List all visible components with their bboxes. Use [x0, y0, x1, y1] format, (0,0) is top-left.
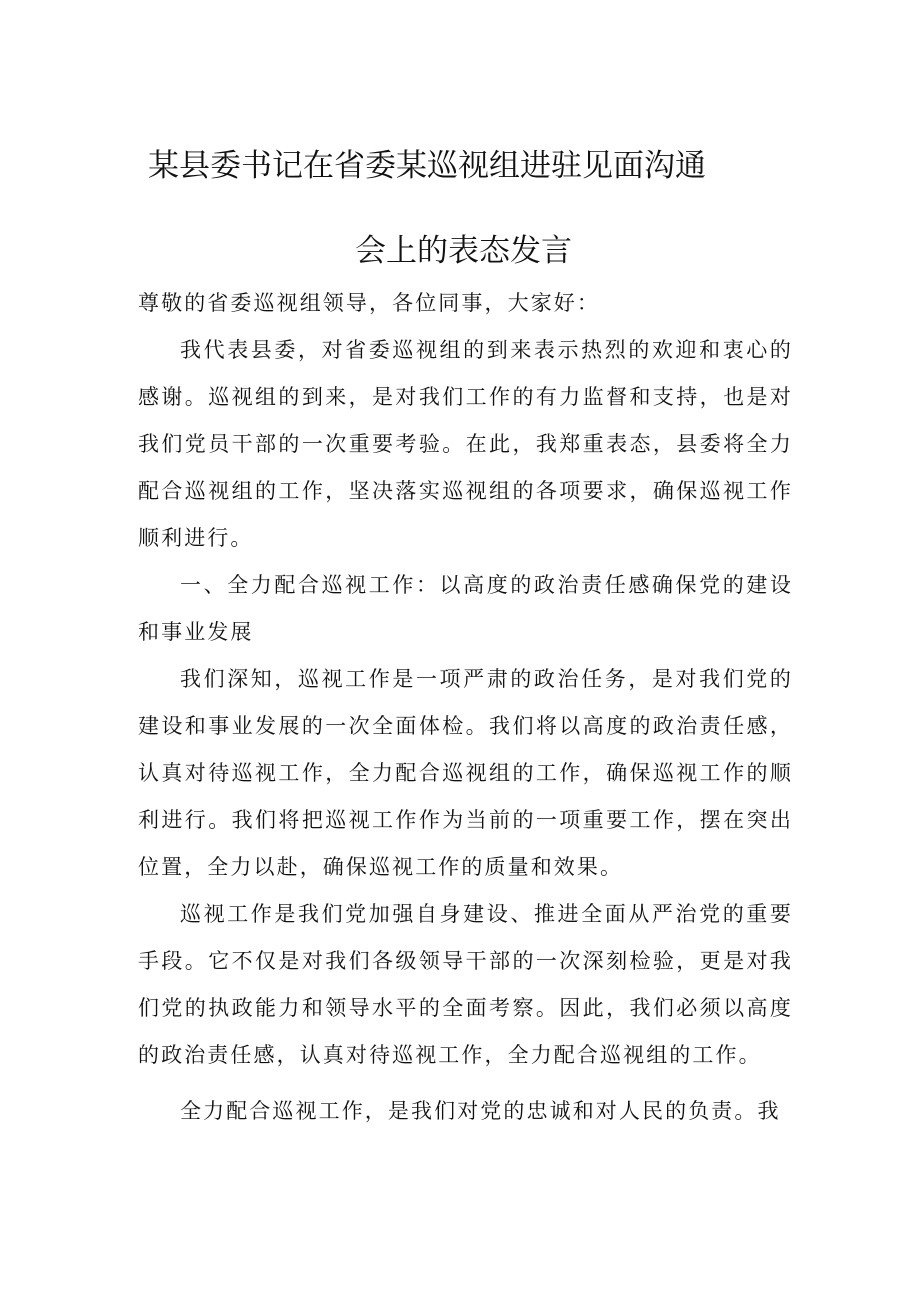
paragraph-2: 我们深知，巡视工作是一项严肃的政治任务，是对我们党的建设和事业发展的一次全面体检。我们将以高度的政治责任感，认真对待巡视工作，全力配合巡视组的工作，确保巡视工作的顺利进行。我们将把巡视工作作为当前的一项重要工作，摆在突出位置，全力以赴，确保巡视工作的质量和效果。: [138, 667, 793, 879]
greeting: 尊敬的省委巡视组领导，各位同事，大家好：: [138, 291, 600, 315]
section-heading-1: 一、全力配合巡视工作：以高度的政治责任感确保党的建设和事业发展: [138, 573, 793, 644]
paragraph-1: 我代表县委，对省委巡视组的到来表示热烈的欢迎和衷心的感谢。巡视组的到来，是对我们工作的有力监督和支持，也是对我们党员干部的一次重要考验。在此，我郑重表态，县委将全力配合巡视组的工作，坚决落实巡视组的各项要求，确保巡视工作顺利进行。: [138, 338, 793, 550]
document-body: [138, 280, 793, 1135]
paragraph-4: 全力配合巡视工作，是我们对党的忠诚和对人民的负责。我: [180, 1099, 781, 1123]
title-line-2: 会上的表态发言: [355, 233, 572, 269]
paragraph-3: 巡视工作是我们党加强自身建设、推进全面从严治党的重要手段。它不仅是对我们各级领导干部的一次深刻检验，更是对我们党的执政能力和领导水平的全面考察。因此，我们必须以高度的政治责任感，认真对待巡视工作，全力配合巡视组的工作。: [138, 902, 793, 1067]
title-line-1: 某县委书记在省委某巡视组进驻见面沟通: [148, 148, 706, 184]
